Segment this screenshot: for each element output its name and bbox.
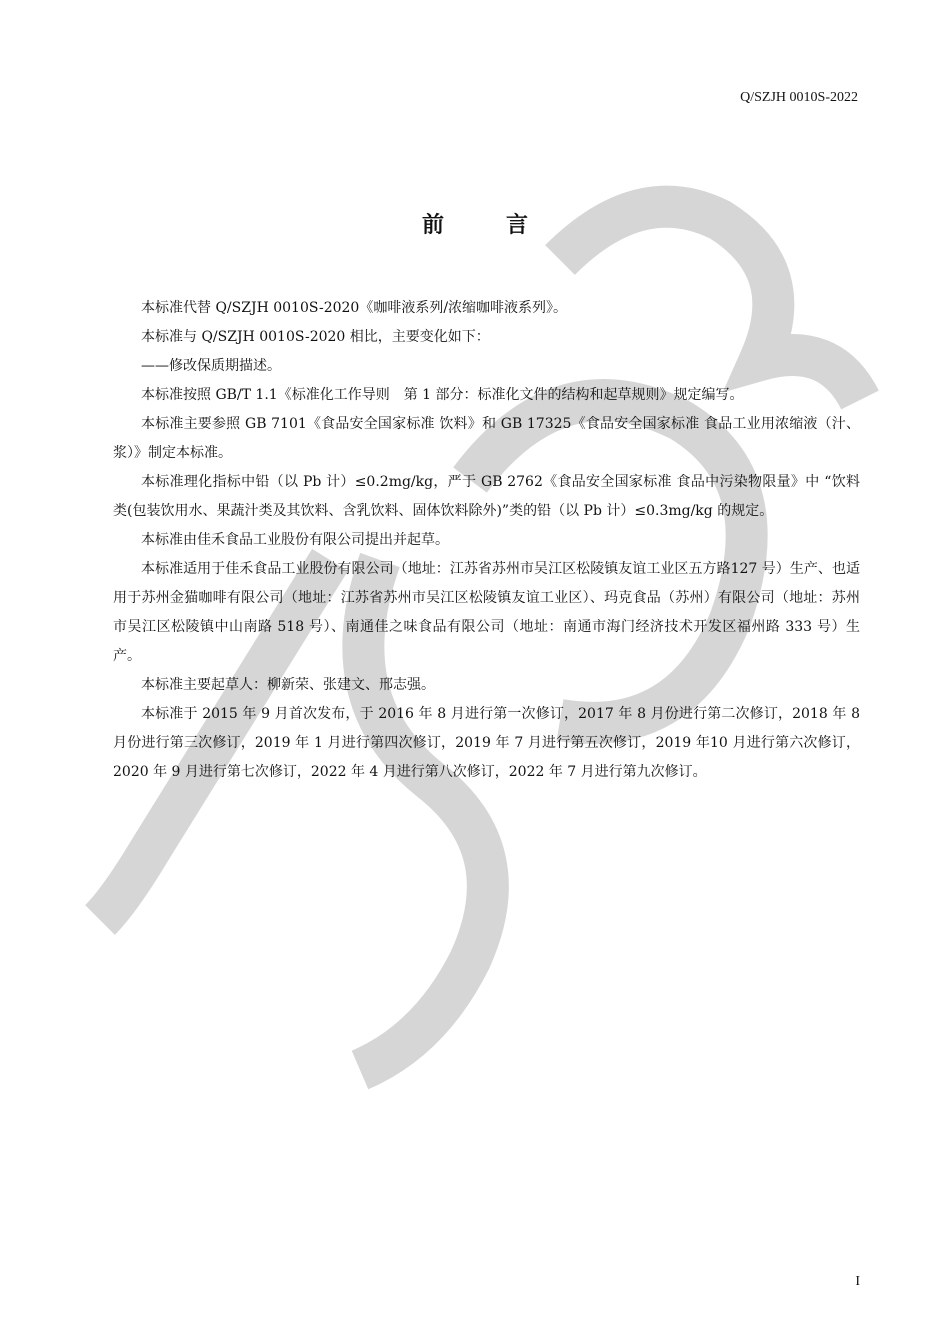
paragraph-replaces: 本标准代替 Q/SZJH 0010S-2020《咖啡液系列/浓缩咖啡液系列》。 [141, 300, 568, 316]
page-number: I [855, 1274, 860, 1289]
paragraph-changes-intro: 本标准与 Q/SZJH 0010S-2020 相比，主要变化如下： [141, 329, 490, 345]
paragraph-change-item: ——修改保质期描述。 [141, 358, 281, 374]
foreword-body [113, 294, 860, 787]
paragraph-references: 本标准主要参照 GB 7101《食品安全国家标准 饮料》和 GB 17325《食品安全国家标准 食品工业用浓缩液（汁、浆）》制定本标准。 [113, 416, 860, 461]
paragraph-proposer: 本标准由佳禾食品工业股份有限公司提出并起草。 [141, 532, 449, 548]
document-code: Q/SZJH 0010S-2022 [740, 90, 858, 105]
paragraph-drafting-rules: 本标准按照 GB/T 1.1《标准化工作导则 第 1 部分：标准化文件的结构和起草规则》规定编写。 [141, 387, 744, 403]
paragraph-revision-history: 本标准于 2015 年 9 月首次发布，于 2016 年 8 月进行第一次修订，2017 年 8 月份进行第二次修订，2018 年 8 月份进行第三次修订，2019 年 1 月进行第四次修订，2019 年 7 月进行第五次修订，2019 年10 月进行第六次修订，2020 年 9 月进行第七次修订，2022 年 4 月进行第八次修订，2022 年 7 月进行第九次修订。 [113, 706, 860, 780]
page-title: 前言 [421, 212, 590, 238]
paragraph-applicability: 本标准适用于佳禾食品工业股份有限公司（地址：江苏省苏州市吴江区松陵镇友谊工业区五方路127 号）生产、也适用于苏州金猫咖啡有限公司（地址：江苏省苏州市吴江区松陵镇友谊工业区）、玛克食品（苏州）有限公司（地址：苏州市吴江区松陵镇中山南路 518 号）、南通佳之味食品有限公司（地址：南通市海门经济技术开发区福州路 333 号）生产。 [113, 561, 860, 664]
paragraph-drafters: 本标准主要起草人：柳新荣、张建文、邢志强。 [141, 677, 435, 693]
paragraph-lead-limit: 本标准理化指标中铅（以 Pb 计）≤0.2mg/kg，严于 GB 2762《食品安全国家标准 食品中污染物限量》中 “饮料类(包装饮用水、果蔬汁类及其饮料、含乳饮料、固体饮料除外)”类的铅（以 Pb 计）≤0.3mg/kg 的规定。 [113, 474, 860, 519]
